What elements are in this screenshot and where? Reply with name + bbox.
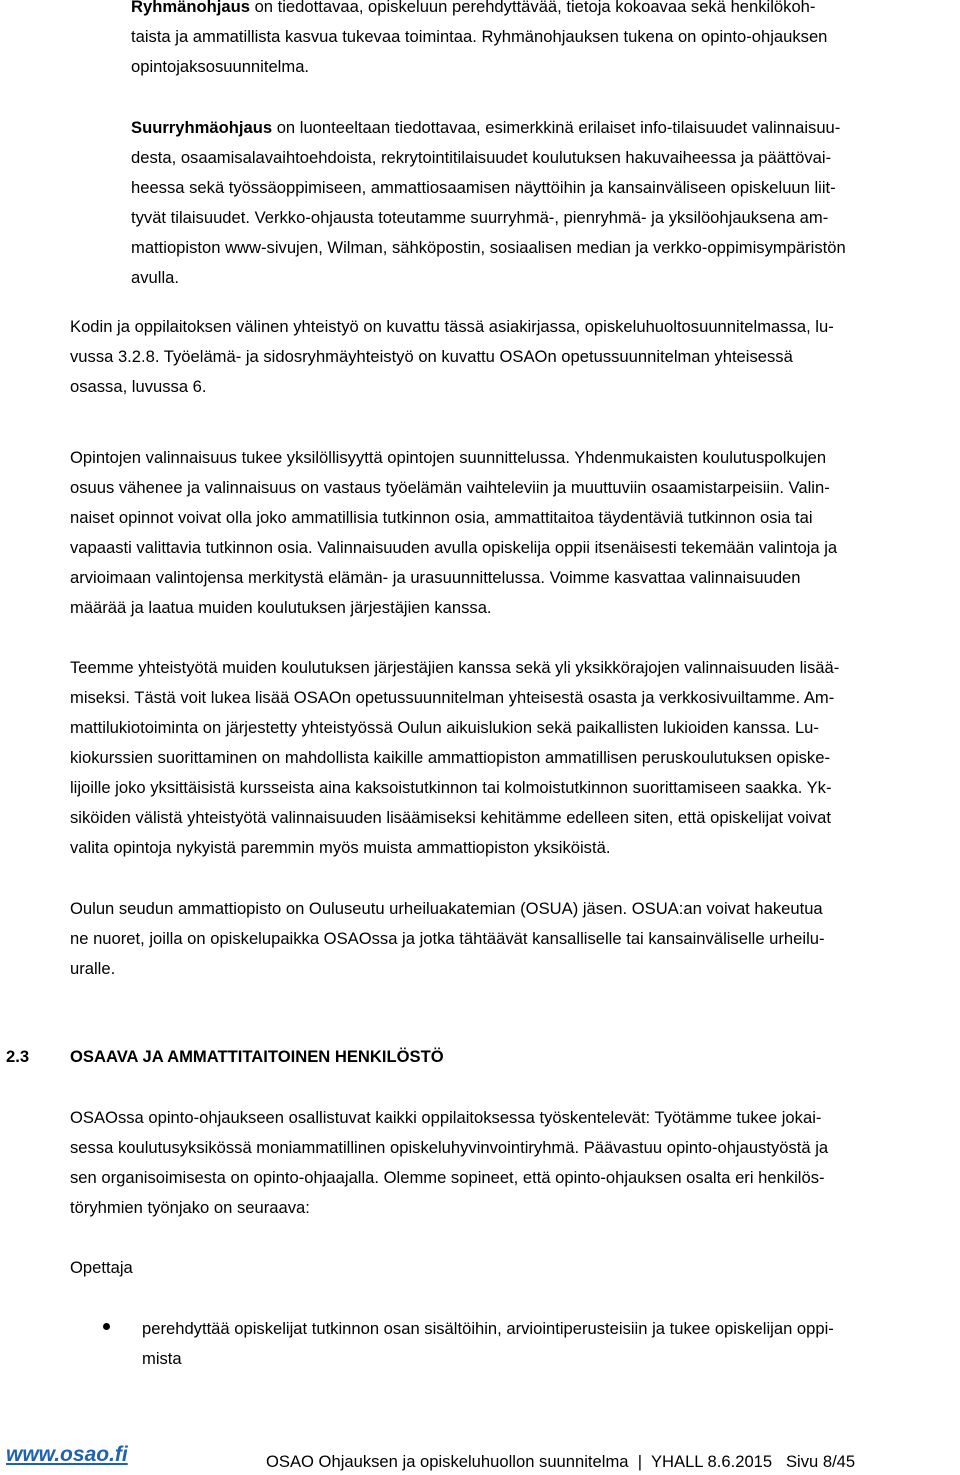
term-ryhmanohjaus: Ryhmänohjaus [131, 0, 250, 16]
paragraph-text: on tiedottavaa, opiskeluun perehdyttävää, tietoja kokoavaa sekä henkilökoh- taista ja ammatillista kasvua tukevaa toimintaa. Ryhmänohjauksen tukena on opinto-ohjauksen opintojaksosuunnitelma. [131, 0, 828, 76]
page-footer [0, 1443, 960, 1475]
paragraph-ryhmanohjaus [131, 0, 942, 82]
paragraph-urheiluakatemia: Oulun seudun ammattiopisto on Ouluseutu urheiluakatemian (OSUA) jäsen. OSUA:an voivat hakeutua ne nuoret, joilla on opiskelupaikka OSAOssa ja jotka tähtäävät kansalliselle tai kansainväliselle urheilu- uralle. [70, 899, 825, 978]
section-title: OSAAVA JA AMMATTITAITOINEN HENKILÖSTÖ [70, 1047, 444, 1066]
subheading-opettaja: Opettaja [70, 1258, 133, 1277]
paragraph-kodin-yhteistyo: Kodin ja oppilaitoksen välinen yhteistyö on kuvattu tässä asiakirjassa, opiskeluhuoltosuunnitelmassa, lu- vussa 3.2.8. Työelämä- ja sidosryhmäyhteistyö on kuvattu OSAOn opetussuunnitelman yhteisessä osassa, luvussa 6. [70, 317, 834, 396]
list-item-text: perehdyttää opiskelijat tutkinnon osan sisältöihin, arviointiperusteisiin ja tukee opiskelijan oppi- mista [142, 1319, 834, 1368]
paragraph-suurryhmaohjaus [131, 113, 942, 293]
bullet-icon [103, 1323, 110, 1330]
section-heading [0, 1042, 960, 1072]
paragraph-henkilosto: OSAOssa opinto-ohjaukseen osallistuvat kaikki oppilaitoksessa työskentelevät: Työtämme tukee jokai- sessa koulutusyksikössä moniammatillinen opiskeluhyvinvointiryhmä. Päävastuu opinto-ohjaustyöstä ja sen organisoimisesta on opinto-ohjaajalla. Olemme sopineet, että opinto-ohjauksen osalta eri henkilös- töryhmien työnjako on seuraava: [70, 1108, 829, 1217]
footer-document-info: OSAO Ohjauksen ja opiskeluhuollon suunnitelma | YHALL 8.6.2015 Sivu 8/45 [266, 1452, 856, 1471]
section-number: 2.3 [6, 1047, 30, 1066]
paragraph-valinnaisuus: Opintojen valinnaisuus tukee yksilöllisyyttä opintojen suunnittelussa. Yhdenmukaisten koulutuspolkujen osuus vähenee ja valinnaisuus on vastaus työelämän vaihteleviin ja muuttuviin osaamistarpeisiin. Valin- naiset opinnot voivat olla joko ammatillisia tutkinnon osia, ammattitaitoa täydentäviä tutkinnon osia tai vapaasti valittavia tutkinnon osia. Valinnaisuuden avulla opiskelija oppii itsenäisesti tekemään valintoja ja arvioimaan valintojensa merkitystä elämän- ja urasuunnittelussa. Voimme kasvattaa valinnaisuuden määrää ja laatua muiden koulutuksen järjestäjien kanssa. [70, 448, 838, 617]
footer-website-link[interactable]: www.osao.fi [6, 1443, 128, 1466]
paragraph-yhteistyo: Teemme yhteistyötä muiden koulutuksen järjestäjien kanssa sekä yli yksikkörajojen valinnaisuuden lisää- miseksi. Tästä voit lukea lisää OSAOn opetussuunnitelman yhteisestä osasta ja verkkosivuiltamme. Am- mattilukiotoiminta on järjestetty yhteistyössä Oulun aikuislukion sekä paikallisten lukioiden kanssa. Lu- kiokurssien suorittaminen on mahdollista kaikille ammattiopiston ammatillisen peruskoulutuksen opiske- lijoille joko yksittäisistä kursseista aina kaksoistutkinnon tai kolmoistutkinnon suorittamiseen saakka. Yk- siköiden välistä yhteistyötä valinnaisuuden lisäämiseksi kehitämme edelleen siten, että opiskelijat voivat valita opintoja nykyistä paremmin myös muista ammattiopiston yksiköistä. [70, 658, 840, 857]
term-suurryhmaohjaus: Suurryhmäohjaus [131, 118, 273, 137]
paragraph-text: on luonteeltaan tiedottavaa, esimerkkinä erilaiset info-tilaisuudet valinnaisuu- desta, osaamisalavaihtoehdoista, rekrytointitilaisuudet koulutuksen hakuvaiheessa ja päättövai- heessa sekä työssäoppimiseen, ammattiosaamisen näyttöihin ja kansainväliseen opiskeluun liit- tyvät tilaisuudet. Verkko-ohjausta toteutamme suurryhmä-, pienryhmä- ja yksilöohjauksena am- mattiopiston www-sivujen, Wilman, sähköpostin, sosiaalisen median ja verkko-oppimisympäristön avulla. [131, 118, 846, 287]
